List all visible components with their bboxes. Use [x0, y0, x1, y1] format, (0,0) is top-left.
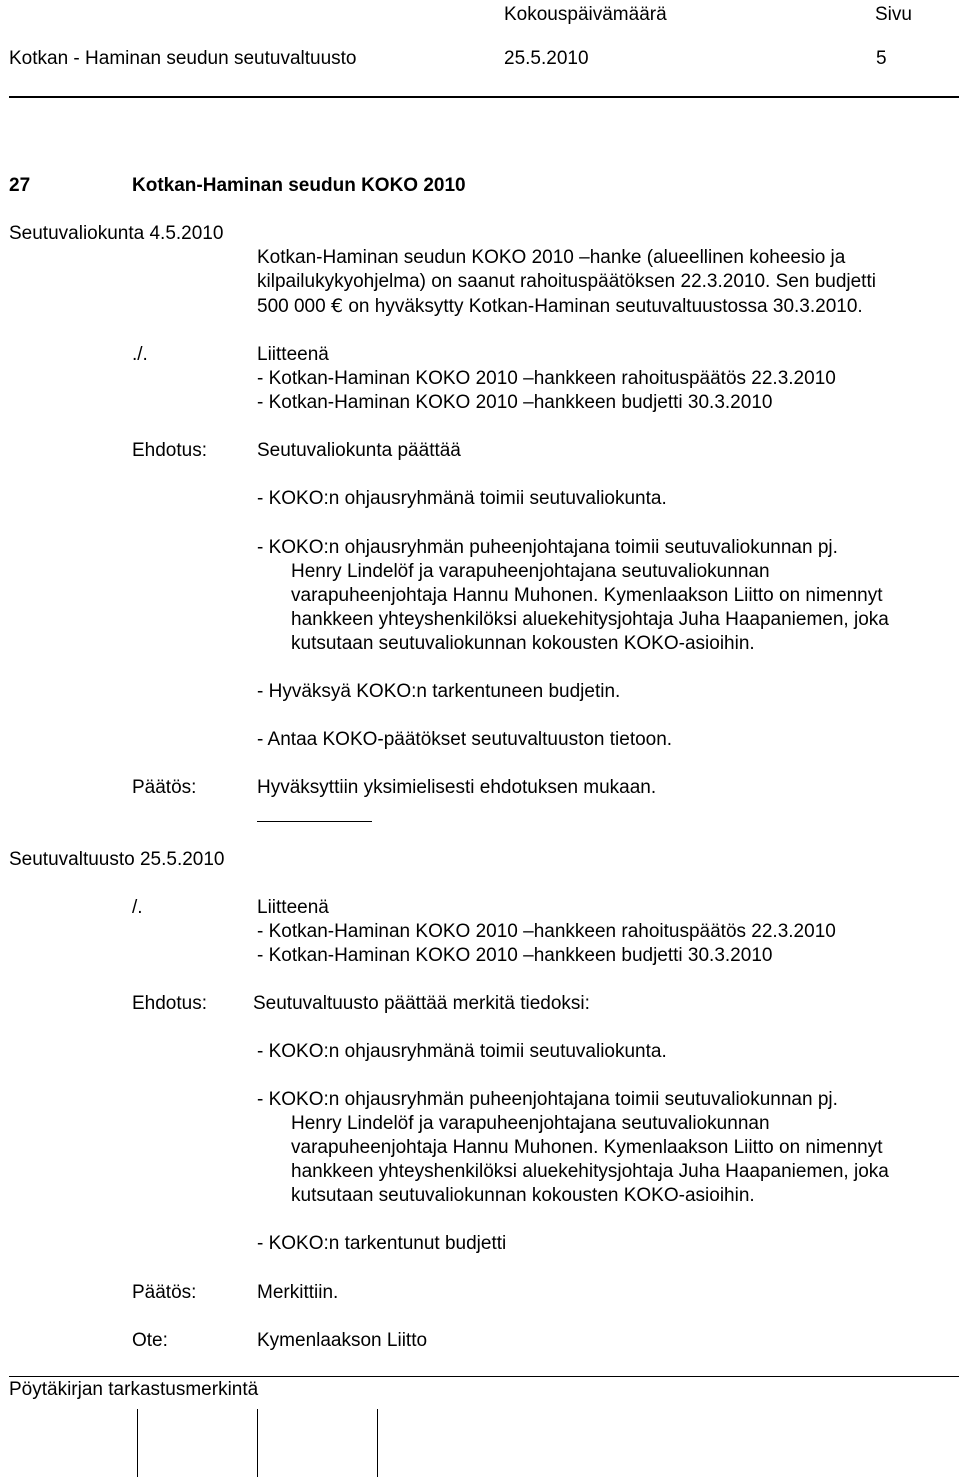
intro-line-2: kilpailukykyohjelma) on saanut rahoituspäätöksen 22.3.2010. Sen budjetti — [257, 271, 876, 292]
signature-rule — [257, 821, 372, 822]
intro-line-3-text: on hyväksytty Kotkan-Haminan seutuvaltuustossa 30.3.2010. — [348, 296, 863, 317]
proposal-item: - KOKO:n tarkentunut budjetti — [257, 1233, 507, 1254]
attachment-mark: ./. — [132, 344, 148, 365]
proposal-item-continuation: hankkeen yhteyshenkilöksi aluekehitysjohtaja Juha Haapaniemen, joka — [291, 1161, 889, 1182]
euro-sign-icon: € — [330, 295, 344, 317]
proposal-item-continuation: varapuheenjohtaja Hannu Muhonen. Kymenlaakson Liitto on nimennyt — [291, 1137, 883, 1158]
footer-title: Pöytäkirjan tarkastusmerkintä — [9, 1379, 259, 1400]
proposal-item: - KOKO:n ohjausryhmän puheenjohtajana toimii seutuvaliokunnan pj. — [257, 537, 838, 558]
header-date: 25.5.2010 — [504, 48, 589, 69]
header-page-label: Sivu — [875, 4, 912, 25]
excerpt-recipient: Kymenlaakson Liitto — [257, 1330, 428, 1351]
budget-amount: 500 000 — [257, 296, 326, 317]
signature-box-divider — [137, 1409, 138, 1477]
decision-label: Päätös: — [132, 1282, 197, 1303]
attachment-title: Liitteenä — [257, 344, 329, 365]
header-org: Kotkan - Haminan seudun seutuvaltuusto — [9, 48, 357, 69]
attachment-item: - Kotkan-Haminan KOKO 2010 –hankkeen rahoituspäätös 22.3.2010 — [257, 368, 836, 389]
proposal-heading: Seutuvaliokunta päättää — [257, 440, 461, 461]
attachment-item: - Kotkan-Haminan KOKO 2010 –hankkeen budjetti 30.3.2010 — [257, 392, 773, 413]
decision-label: Päätös: — [132, 777, 197, 798]
intro-line-3 — [257, 294, 863, 319]
proposal-item-continuation: kutsutaan seutuvaliokunnan kokousten KOKO-asioihin. — [291, 1185, 755, 1206]
attachment-item: - Kotkan-Haminan KOKO 2010 –hankkeen budjetti 30.3.2010 — [257, 945, 773, 966]
section-number: 27 — [9, 175, 31, 196]
proposal-item: - KOKO:n ohjausryhmän puheenjohtajana toimii seutuvaliokunnan pj. — [257, 1089, 838, 1110]
excerpt-label: Ote: — [132, 1330, 168, 1351]
attachment-title: Liitteenä — [257, 897, 329, 918]
seutuvaliokunta-label: Seutuvaliokunta 4.5.2010 — [9, 223, 224, 244]
attachment-item: - Kotkan-Haminan KOKO 2010 –hankkeen rahoituspäätös 22.3.2010 — [257, 921, 836, 942]
signature-box-divider — [377, 1409, 378, 1477]
proposal-item: - Antaa KOKO-päätökset seutuvaltuuston tietoon. — [257, 729, 673, 750]
header-date-label: Kokouspäivämäärä — [504, 4, 667, 25]
proposal-item-continuation: hankkeen yhteyshenkilöksi aluekehitysjohtaja Juha Haapaniemen, joka — [291, 609, 889, 630]
proposal-item: - Hyväksyä KOKO:n tarkentuneen budjetin. — [257, 681, 621, 702]
seutuvaltuusto-label: Seutuvaltuusto 25.5.2010 — [9, 849, 225, 870]
decision-text: Hyväksyttiin yksimielisesti ehdotuksen mukaan. — [257, 777, 657, 798]
proposal-item-continuation: kutsutaan seutuvaliokunnan kokousten KOKO-asioihin. — [291, 633, 755, 654]
header-rule — [9, 96, 959, 98]
section-title: Kotkan-Haminan seudun KOKO 2010 — [132, 175, 466, 196]
proposal-item: - KOKO:n ohjausryhmänä toimii seutuvaliokunta. — [257, 1041, 667, 1062]
proposal-item-continuation: Henry Lindelöf ja varapuheenjohtajana seutuvaliokunnan — [291, 1113, 770, 1134]
proposal-item-continuation: varapuheenjohtaja Hannu Muhonen. Kymenlaakson Liitto on nimennyt — [291, 585, 883, 606]
proposal-label: Ehdotus: — [132, 440, 207, 461]
proposal-heading: Seutuvaltuusto päättää merkitä tiedoksi: — [253, 993, 590, 1014]
header-page-number: 5 — [876, 48, 887, 69]
footer-rule — [9, 1376, 959, 1377]
attachment-mark: /. — [132, 897, 143, 918]
proposal-item-continuation: Henry Lindelöf ja varapuheenjohtajana seutuvaliokunnan — [291, 561, 770, 582]
decision-text: Merkittiin. — [257, 1282, 339, 1303]
intro-line-1: Kotkan-Haminan seudun KOKO 2010 –hanke (alueellinen koheesio ja — [257, 247, 846, 268]
proposal-item: - KOKO:n ohjausryhmänä toimii seutuvaliokunta. — [257, 488, 667, 509]
signature-box-divider — [257, 1409, 258, 1477]
proposal-label: Ehdotus: — [132, 993, 207, 1014]
